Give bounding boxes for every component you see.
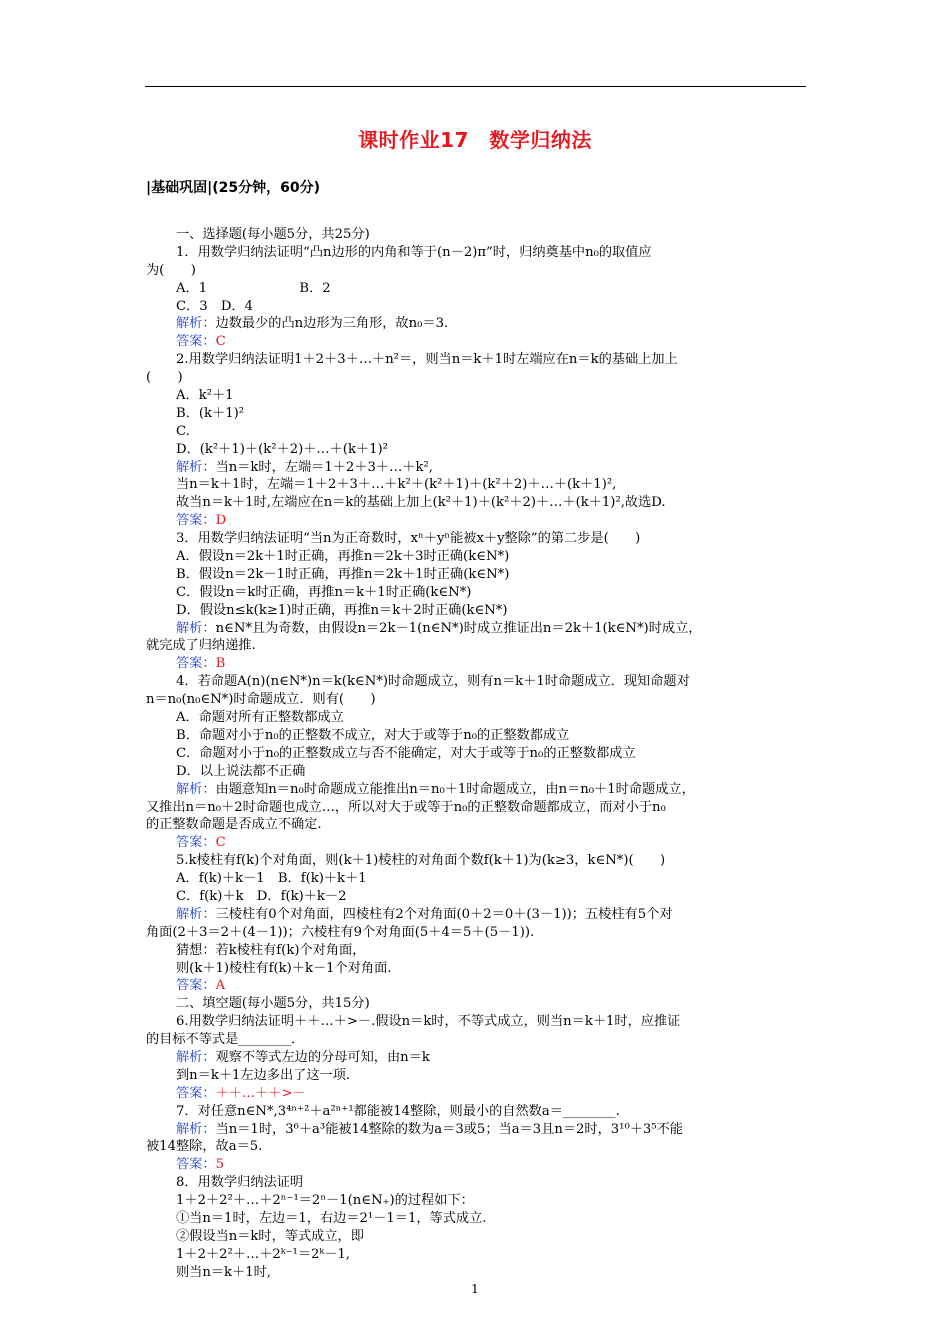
line-text: n＝n₀(n₀∈N*)时命题成立．则有( ) bbox=[146, 692, 376, 708]
text-line bbox=[146, 1121, 808, 1139]
line-text: ②假设当n＝k时，等式成立，即 bbox=[176, 1228, 364, 1244]
text-line bbox=[146, 834, 808, 852]
line-text: 三棱柱有0个对角面，四棱柱有2个对角面(0＋2＝0＋(3－1))；五棱柱有5个对 bbox=[215, 906, 673, 922]
analysis-label: 解析： bbox=[176, 316, 216, 332]
answer-label: 答案： bbox=[176, 656, 216, 672]
line-text: 1＋2＋2²＋…＋2ᵏ⁻¹＝2ᵏ－1, bbox=[176, 1246, 350, 1262]
line-text: A．1 B．2 bbox=[176, 280, 331, 296]
line-text: D bbox=[215, 513, 227, 529]
text-line bbox=[146, 1210, 808, 1228]
text-line bbox=[146, 602, 808, 620]
text-line bbox=[146, 620, 808, 638]
line-text: 8．用数学归纳法证明 bbox=[176, 1175, 304, 1191]
line-text: A．假设n＝2k＋1时正确，再推n＝2k＋3时正确(k∈N*) bbox=[176, 549, 510, 565]
text-line bbox=[146, 351, 808, 369]
section-heading: |基础巩固|(25分钟，60分) bbox=[146, 180, 320, 196]
text-line bbox=[146, 924, 808, 942]
text-line bbox=[146, 1031, 808, 1049]
text-line bbox=[146, 852, 808, 870]
text-line bbox=[146, 673, 808, 691]
line-text: A bbox=[215, 978, 226, 994]
line-text: 二、填空题(每小题5分，共15分) bbox=[176, 996, 370, 1012]
answer-label: 答案： bbox=[176, 334, 216, 350]
text-line bbox=[146, 459, 808, 477]
line-text: 5 bbox=[215, 1157, 224, 1173]
text-line bbox=[146, 727, 808, 745]
analysis-label: 解析： bbox=[176, 1049, 216, 1065]
text-line bbox=[146, 1264, 808, 1282]
line-text: B bbox=[215, 656, 226, 672]
text-line bbox=[146, 942, 808, 960]
analysis-label: 解析： bbox=[176, 906, 216, 922]
text-line bbox=[146, 315, 808, 333]
text-line bbox=[146, 781, 808, 799]
text-line bbox=[146, 476, 808, 494]
text-line bbox=[146, 1103, 808, 1121]
line-text: C．f(k)＋k D．f(k)＋k－2 bbox=[176, 888, 347, 904]
line-text: C bbox=[215, 334, 226, 350]
text-line bbox=[146, 799, 808, 817]
line-text: ( ) bbox=[146, 370, 183, 386]
line-text: C．假设n＝k时正确，再推n＝k＋1时正确(k∈N*) bbox=[176, 584, 472, 600]
line-text: n∈N*且为奇数，由假设n＝2k－1(n∈N*)时成立推证出n＝2k＋1(k∈N*)时成立， bbox=[215, 620, 702, 636]
text-line bbox=[146, 637, 808, 655]
line-text: B．假设n＝2k－1时正确，再推n＝2k＋1时正确(k∈N*) bbox=[176, 566, 510, 582]
line-text: 边数最少的凸n边形为三角形，故n₀＝3. bbox=[215, 316, 449, 332]
line-text: A．k²＋1 bbox=[176, 388, 234, 404]
document-body bbox=[146, 226, 808, 1282]
line-text: 4．若命题A(n)(n∈N*)n＝k(k∈N*)时命题成立，则有n＝k＋1时命题成立．现知命题对 bbox=[176, 674, 690, 690]
line-text: 6.用数学归纳法证明＋＋…＋>－.假设n＝k时，不等式成立，则当n＝k＋1时，应推证 bbox=[176, 1014, 681, 1030]
analysis-label: 解析： bbox=[176, 459, 216, 475]
text-line bbox=[146, 1174, 808, 1192]
text-line bbox=[146, 280, 808, 298]
answer-label: 答案： bbox=[176, 835, 216, 851]
text-line bbox=[146, 655, 808, 673]
text-line bbox=[146, 906, 808, 924]
line-text: C．3 D．4 bbox=[176, 298, 254, 314]
line-text: 2.用数学归纳法证明1＋2＋3＋…＋n²＝，则当n＝k＋1时左端应在n＝k的基础上加上 bbox=[176, 352, 678, 368]
text-line bbox=[146, 1138, 808, 1156]
text-line bbox=[146, 494, 808, 512]
line-text: 则(k＋1)棱柱有f(k)＋k－1个对角面. bbox=[176, 960, 392, 976]
line-text: B．(k＋1)² bbox=[176, 405, 245, 421]
text-line bbox=[146, 691, 808, 709]
text-line bbox=[146, 512, 808, 530]
text-line bbox=[146, 244, 808, 262]
line-text: 则当n＝k＋1时, bbox=[176, 1264, 272, 1280]
text-line bbox=[146, 870, 808, 888]
text-line bbox=[146, 226, 808, 244]
text-line bbox=[146, 1049, 808, 1067]
line-text: 故当n＝k＋1时,左端应在n＝k的基础上加上(k²＋1)＋(k²＋2)＋…＋(k＋1)²,故选D. bbox=[176, 495, 666, 511]
page-title: 课时作业17 数学归纳法 bbox=[358, 128, 592, 152]
text-line bbox=[146, 1013, 808, 1031]
text-line bbox=[146, 530, 808, 548]
text-line bbox=[146, 888, 808, 906]
line-text: ①当n＝1时，左边＝1，右边＝2¹－1＝1，等式成立. bbox=[176, 1210, 487, 1226]
line-text: ＋＋…＋＋>－ bbox=[215, 1085, 306, 1101]
line-text: 为( ) bbox=[146, 262, 196, 278]
line-text: B．命题对小于n₀的正整数不成立，对大于或等于n₀的正整数都成立 bbox=[176, 727, 570, 743]
text-line bbox=[146, 960, 808, 978]
text-line bbox=[146, 262, 808, 280]
text-line bbox=[146, 816, 808, 834]
text-line bbox=[146, 566, 808, 584]
text-line bbox=[146, 977, 808, 995]
page-number: 1 bbox=[471, 1282, 479, 1296]
line-text: 猜想：若k棱柱有f(k)个对角面， bbox=[176, 942, 366, 958]
analysis-label: 解析： bbox=[176, 620, 216, 636]
header-rule bbox=[145, 86, 806, 87]
text-line bbox=[146, 584, 808, 602]
line-text: D．(k²＋1)＋(k²＋2)＋…＋(k＋1)² bbox=[176, 441, 388, 457]
line-text: 由题意知n＝n₀时命题成立能推出n＝n₀＋1时命题成立，由n＝n₀＋1时命题成立， bbox=[215, 781, 695, 797]
text-line bbox=[146, 709, 808, 727]
text-line bbox=[146, 1085, 808, 1103]
answer-label: 答案： bbox=[176, 1157, 216, 1173]
text-line bbox=[146, 1192, 808, 1210]
text-line bbox=[146, 745, 808, 763]
answer-label: 答案： bbox=[176, 978, 216, 994]
text-line bbox=[146, 387, 808, 405]
analysis-label: 解析： bbox=[176, 781, 216, 797]
line-text: D．以上说法都不正确 bbox=[176, 763, 306, 779]
line-text: 就完成了归纳递推. bbox=[146, 638, 256, 654]
text-line bbox=[146, 441, 808, 459]
text-line bbox=[146, 298, 808, 316]
line-text: C bbox=[215, 835, 226, 851]
line-text: A．f(k)＋k－1 B．f(k)＋k＋1 bbox=[176, 871, 367, 887]
line-text: 3．用数学归纳法证明“当n为正奇数时，xⁿ＋yⁿ能被x＋y整除”的第二步是( ) bbox=[176, 531, 641, 547]
line-text: 的正整数命题是否成立不确定. bbox=[146, 817, 322, 833]
line-text: 一、选择题(每小题5分，共25分) bbox=[176, 227, 370, 242]
line-text: 角面(2＋3＝2＋(4－1))；六棱柱有9个对角面(5＋4＝5＋(5－1)). bbox=[146, 924, 535, 940]
line-text: 当n＝k时，左端＝1＋2＋3＋…＋k², bbox=[215, 459, 433, 475]
text-line bbox=[146, 995, 808, 1013]
text-line bbox=[146, 423, 808, 441]
line-text: 1＋2＋2²＋…＋2ⁿ⁻¹＝2ⁿ－1(n∈N₊)的过程如下： bbox=[176, 1193, 474, 1209]
line-text: 又推出n＝n₀＋2时命题也成立…，所以对大于或等于n₀的正整数命题都成立，而对小于n₀ bbox=[146, 799, 666, 815]
line-text: D．假设n≤k(k≥1)时正确，再推n＝k＋2时正确(k∈N*) bbox=[176, 602, 508, 618]
text-line bbox=[146, 333, 808, 351]
line-text: 7．对任意n∈N*,3⁴ⁿ⁺²＋a²ⁿ⁺¹都能被14整除，则最小的自然数a＝________. bbox=[176, 1103, 620, 1119]
line-text: A．命题对所有正整数都成立 bbox=[176, 710, 344, 726]
line-text: 5.k棱柱有f(k)个对角面，则(k＋1)棱柱的对角面个数f(k＋1)为(k≥3，k∈N*)( ) bbox=[176, 853, 666, 869]
analysis-label: 解析： bbox=[176, 1121, 216, 1137]
line-text: 当n＝k＋1时，左端＝1＋2＋3＋…＋k²＋(k²＋1)＋(k²＋2)＋…＋(k＋1)², bbox=[176, 477, 617, 493]
text-line bbox=[146, 405, 808, 423]
line-text: 1．用数学归纳法证明“凸n边形的内角和等于(n－2)π”时，归纳奠基中n₀的取值应 bbox=[176, 244, 652, 260]
answer-label: 答案： bbox=[176, 513, 216, 529]
line-text: 当n＝1时，3⁶＋a³能被14整除的数为a＝3或5；当a＝3且n＝2时，3¹⁰＋3⁵不能 bbox=[215, 1121, 683, 1137]
line-text: 的目标不等式是________． bbox=[146, 1032, 305, 1048]
text-line bbox=[146, 763, 808, 781]
text-line bbox=[146, 369, 808, 387]
line-text: 观察不等式左边的分母可知，由n＝k bbox=[215, 1049, 430, 1065]
line-text: 被14整除，故a＝5. bbox=[146, 1139, 263, 1155]
text-line bbox=[146, 1228, 808, 1246]
text-line bbox=[146, 1067, 808, 1085]
text-line bbox=[146, 1246, 808, 1264]
text-line bbox=[146, 1156, 808, 1174]
line-text: 到n＝k＋1左边多出了这一项. bbox=[176, 1067, 351, 1083]
line-text: C. bbox=[176, 423, 190, 439]
text-line bbox=[146, 548, 808, 566]
answer-label: 答案： bbox=[176, 1085, 216, 1101]
line-text: C．命题对小于n₀的正整数成立与否不能确定，对大于或等于n₀的正整数都成立 bbox=[176, 745, 636, 761]
